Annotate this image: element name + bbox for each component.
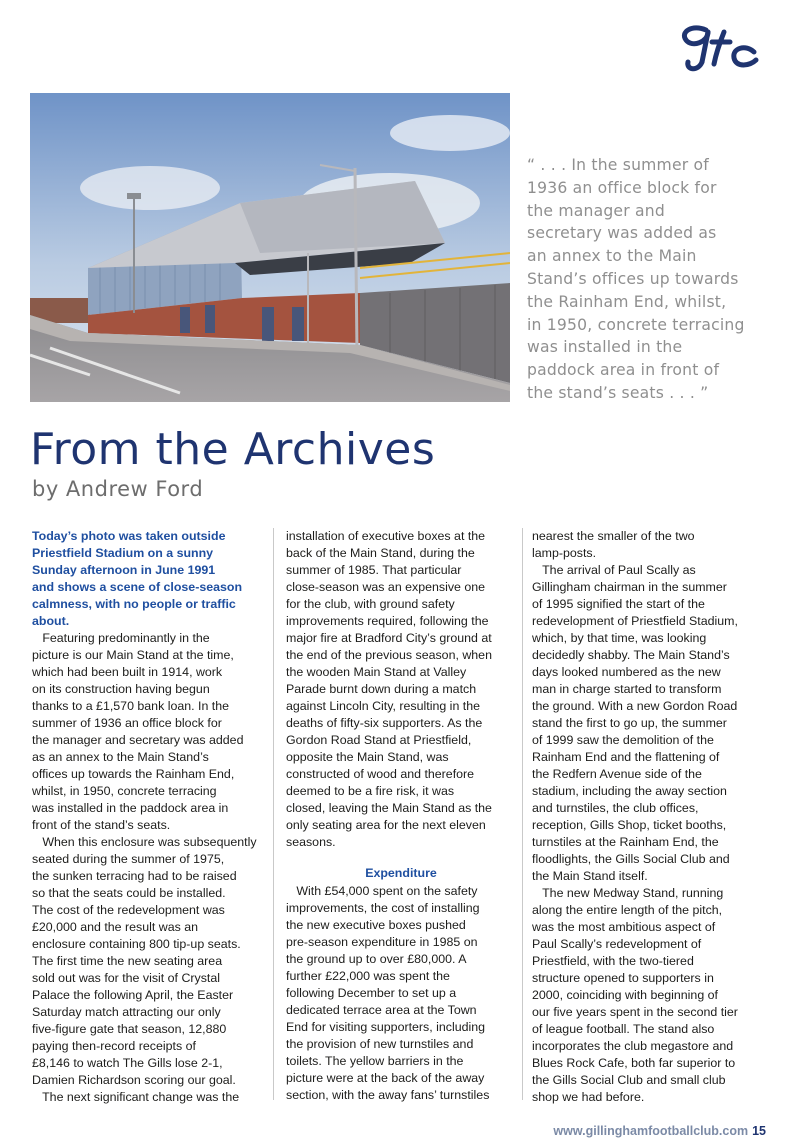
pull-quote-line: “ . . . In the summer of — [527, 156, 709, 174]
article-text-line: paying then-record receipts of — [32, 1039, 196, 1053]
section-subheading: Expenditure — [365, 866, 437, 880]
article-text-line: on its construction having begun — [32, 682, 210, 696]
article-text-line: pre-season expenditure in 1985 on — [286, 935, 478, 949]
pull-quote-line: was installed in the — [527, 338, 683, 357]
article-text-line: The next significant change was the — [32, 1090, 240, 1104]
article-text-line: thanks to a £1,570 bank loan. In the — [32, 699, 230, 713]
article-text-line: the Main Stand itself. — [532, 869, 648, 883]
article-text-line: nearest the smaller of the two — [532, 529, 695, 543]
article-text-line: toilets. The yellow barriers in the — [286, 1054, 464, 1068]
article-text-line: Damien Richardson scoring our goal. — [32, 1073, 236, 1087]
article-text-line: lamp-posts. — [532, 546, 597, 560]
article-text-line: constructed of wood and therefore — [286, 767, 475, 781]
article-text-line: and shows a scene of close-season — [32, 580, 243, 594]
pull-quote-line: in 1950, concrete terracing — [527, 315, 745, 334]
article-text-line: improvements required, following the — [286, 614, 489, 628]
article-text-line: the end of the previous season, when — [286, 648, 492, 662]
article-text-line: sold out was for the visit of Crystal — [32, 971, 220, 985]
article-text-line: was installed in the paddock area in — [32, 801, 229, 815]
article-text-line: of 1999 saw the demolition of the — [532, 733, 714, 747]
article-text-line: further £22,000 was spent the — [286, 969, 450, 983]
article-text-line: 2000, coinciding with beginning of — [532, 988, 718, 1002]
article-text-line: Featuring predominantly in the — [32, 631, 210, 645]
article-text-line: the Gills Social Club and small club — [532, 1073, 726, 1087]
article-text-line: about. — [32, 614, 70, 628]
article-text-line: stadium, including the away section — [532, 784, 727, 798]
article-text-line: the Redfern Avenue side of the — [532, 767, 702, 781]
article-text-line: With £54,000 spent on the safety — [286, 884, 478, 898]
article-text-line: The arrival of Paul Scally as — [532, 563, 696, 577]
article-text-line: shop we had before. — [532, 1090, 645, 1104]
article-text-line: £20,000 and the result was an — [32, 920, 199, 934]
article-title: From the Archives — [30, 424, 436, 475]
pull-quote-line: an annex to the Main — [527, 247, 697, 266]
article-text-line: the sunken terracing had to be raised — [32, 869, 237, 883]
article-text-line: The first time the new seating area — [32, 954, 223, 968]
article-text-line: which, by that time, was looking — [532, 631, 707, 645]
article-text-line: Today’s photo was taken outside — [32, 529, 226, 543]
article-text-line: incorporates the club megastore and — [532, 1039, 734, 1053]
article-text-line: the wooden Main Stand at Valley — [286, 665, 467, 679]
article-text-line: front of the stand’s seats. — [32, 818, 171, 832]
article-text-line: following December to set up a — [286, 986, 457, 1000]
article-text-line: installation of executive boxes at the — [286, 529, 486, 543]
article-text-line: stand the first to go up, the summer — [532, 716, 727, 730]
pull-quote-line: the manager and — [527, 201, 665, 220]
article-text-line: improvements, the cost of installing — [286, 901, 480, 915]
article-text-line: enclosure containing 800 tip-up seats. — [32, 937, 241, 951]
article-text-line: Parade burnt down during a match — [286, 682, 477, 696]
article-text-line: of league football. The stand also — [532, 1022, 715, 1036]
article-text-line: the new executive boxes pushed — [286, 918, 466, 932]
article-text-line: was the most ambitious aspect of — [532, 920, 716, 934]
article-text-line: Gordon Road Stand at Priestfield, — [286, 733, 472, 747]
article-text-line: so that the seats could be installed. — [32, 886, 226, 900]
pull-quote-line: the Rainham End, whilst, — [527, 292, 727, 311]
gfc-monogram-icon — [672, 18, 760, 76]
pull-quote-line: paddock area in front of — [527, 361, 720, 380]
article-text-line: Paul Scally’s redevelopment of — [532, 937, 702, 951]
page-footer — [553, 1124, 766, 1138]
column-divider — [273, 528, 274, 1100]
article-text-line: days looked numbered as the new — [532, 665, 721, 679]
article-text-line: decidedly shabby. The Main Stand’s — [532, 648, 730, 662]
article-text-line: the provision of new turnstiles and — [286, 1037, 474, 1051]
article-text-line: for the club, with ground safety — [286, 597, 455, 611]
article-text-line: Priestfield Stadium on a sunny — [32, 546, 214, 560]
article-text-line: which had been built in 1914, work — [32, 665, 223, 679]
article-text-line: reception, Gills Shop, ticket booths, — [532, 818, 727, 832]
article-text-line: redevelopment of Priestfield Stadium, — [532, 614, 738, 628]
stadium-photo — [30, 93, 510, 402]
article-text-line: Blues Rock Cafe, both far superior to — [532, 1056, 736, 1070]
article-column-2 — [286, 528, 516, 1104]
article-text-line: seasons. — [286, 835, 336, 849]
article-text-line: offices up towards the Rainham End, — [32, 767, 235, 781]
pull-quote — [527, 154, 777, 405]
article-text-line: End for visiting supporters, including — [286, 1020, 486, 1034]
article-text-line: £8,146 to watch The Gills lose 2-1, — [32, 1056, 223, 1070]
article-text-line: the ground. With a new Gordon Road — [532, 699, 738, 713]
article-text-line: only seating area for the next eleven — [286, 818, 486, 832]
pull-quote-line: Stand’s offices up towards — [527, 269, 739, 288]
article-text-line: When this enclosure was subsequently — [32, 835, 257, 849]
article-text-line: as an annex to the Main Stand’s — [32, 750, 209, 764]
article-column-1 — [32, 528, 264, 1106]
article-text-line: man in charge started to transform — [532, 682, 722, 696]
article-text-line: The cost of the redevelopment was — [32, 903, 225, 917]
article-text-line: the ground up to over £80,000. A — [286, 952, 467, 966]
article-text-line: close-season was an expensive one — [286, 580, 486, 594]
pull-quote-line: secretary was added as — [527, 224, 717, 243]
article-text-line: and turnstiles, the club offices, — [532, 801, 699, 815]
pull-quote-line: the stand’s seats . . . ” — [527, 383, 709, 402]
article-text-line: Rainham End and the flattening of — [532, 750, 720, 764]
article-text-line: Sunday afternoon in June 1991 — [32, 563, 216, 577]
article-text-line: summer of 1985. That particular — [286, 563, 462, 577]
pull-quote-line: 1936 an office block for — [527, 178, 717, 197]
article-text-line: deemed to be a fire risk, it was — [286, 784, 455, 798]
article-text-line: whilst, in 1950, concrete terracing — [32, 784, 217, 798]
article-text-line: of 1995 signified the start of the — [532, 597, 705, 611]
article-text-line: seated during the summer of 1975, — [32, 852, 225, 866]
page-number: 15 — [752, 1124, 766, 1138]
article-text-line: Palace the following April, the Easter — [32, 988, 234, 1002]
article-text-line: structure opened to supporters in — [532, 971, 714, 985]
article-text-line: Priestfield, with the two-tiered — [532, 954, 694, 968]
article-byline: by Andrew Ford — [32, 477, 204, 501]
article-text-line: section, with the away fans’ turnstiles — [286, 1088, 490, 1102]
website-url[interactable]: www.gillinghamfootballclub.com — [553, 1124, 749, 1138]
article-text-line: along the entire length of the pitch, — [532, 903, 723, 917]
article-text-line: calmness, with no people or traffic — [32, 597, 236, 611]
article-text-line: our five years spent in the second tier — [532, 1005, 738, 1019]
article-text-line: against Lincoln City, resulting in the — [286, 699, 480, 713]
article-text-line: deaths of fifty-six supporters. As the — [286, 716, 483, 730]
article-text-line: back of the Main Stand, during the — [286, 546, 475, 560]
article-text-line: picture is our Main Stand at the time, — [32, 648, 234, 662]
article-text-line: Gillingham chairman in the summer — [532, 580, 727, 594]
article-text-line: the manager and secretary was added — [32, 733, 244, 747]
article-text-line: floodlights, the Gills Social Club and — [532, 852, 730, 866]
article-text-line: five-figure gate that season, 12,880 — [32, 1022, 227, 1036]
article-text-line: dedicated terrace area at the Town — [286, 1003, 477, 1017]
article-text-line: turnstiles at the Rainham End, the — [532, 835, 719, 849]
article-text-line: picture were at the back of the away — [286, 1071, 485, 1085]
article-text-line: closed, leaving the Main Stand as the — [286, 801, 492, 815]
article-text-line: The new Medway Stand, running — [532, 886, 724, 900]
article-text-line: major fire at Bradford City’s ground at — [286, 631, 492, 645]
article-text-line: summer of 1936 an office block for — [32, 716, 222, 730]
article-text-line: opposite the Main Stand, was — [286, 750, 449, 764]
article-column-3 — [532, 528, 772, 1106]
column-divider — [522, 528, 523, 1100]
article-text-line: Saturday match attracting our only — [32, 1005, 221, 1019]
